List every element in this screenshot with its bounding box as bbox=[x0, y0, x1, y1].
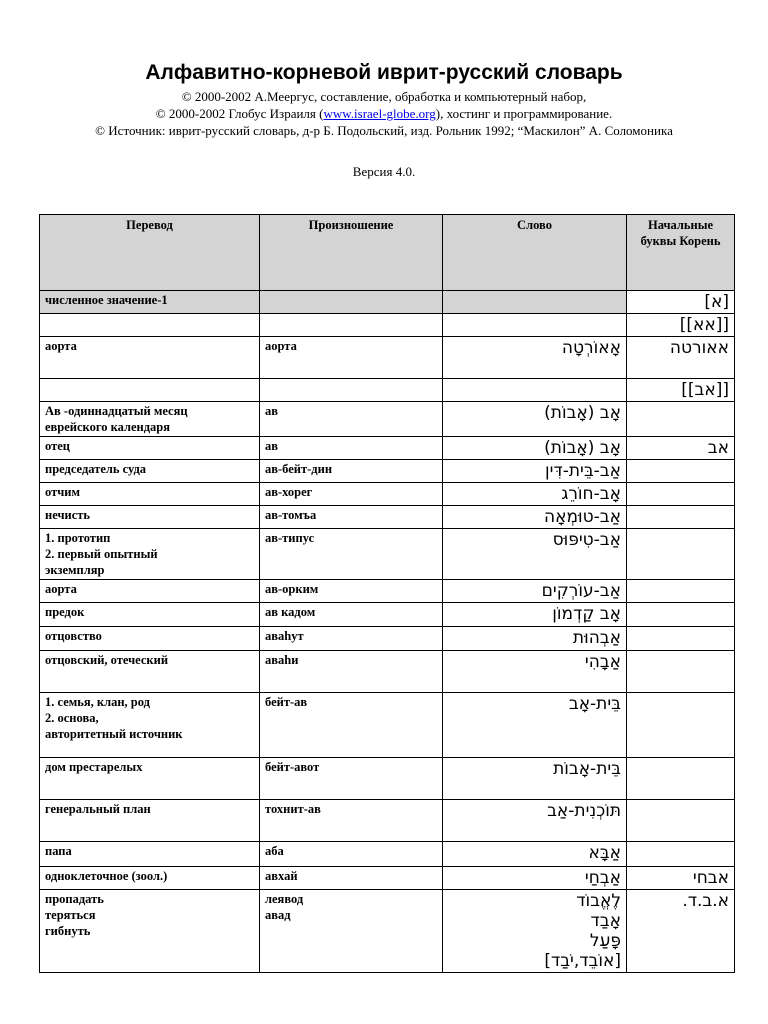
root-cell bbox=[627, 651, 735, 693]
translation-cell bbox=[40, 291, 260, 314]
table-row bbox=[40, 460, 735, 483]
copyright-line-2-prefix: © 2000-2002 Глобус Израиля ( bbox=[155, 106, 324, 121]
translation-cell-line: отчим bbox=[45, 485, 80, 499]
copyright-line-1: © 2000-2002 А.Меергус, составление, обработка и компьютерный набор, bbox=[181, 89, 587, 104]
translation-cell-line: отцовство bbox=[45, 629, 102, 643]
table-row bbox=[40, 379, 735, 402]
pronunciation-cell bbox=[260, 402, 443, 437]
word-cell-line: אַב-טִיפּוּס bbox=[552, 530, 621, 550]
pronunciation-cell-line: ав-томъа bbox=[265, 508, 317, 522]
column-header-pronunciation: Произношение bbox=[260, 215, 443, 291]
pronunciation-cell bbox=[260, 603, 443, 627]
translation-cell-line: нечисть bbox=[45, 508, 90, 522]
translation-cell-line: 1. прототип bbox=[45, 531, 111, 545]
root-cell bbox=[627, 402, 735, 437]
word-cell-line: אָבַד bbox=[590, 911, 621, 931]
word-cell-line: אַב-טוּמְאָה bbox=[544, 507, 621, 527]
table-row bbox=[40, 437, 735, 460]
root-cell bbox=[627, 842, 735, 867]
word-cell-line: אָאוֹרְטָה bbox=[561, 338, 621, 358]
root-cell-line: אב bbox=[707, 438, 729, 458]
word-cell-line: תּוֹכְנִית-אַב bbox=[547, 801, 621, 821]
root-cell-line: א.ב.ד. bbox=[682, 891, 729, 911]
pronunciation-cell-line: аорта bbox=[265, 339, 297, 353]
root-cell bbox=[627, 529, 735, 580]
pronunciation-cell-line: тохнит-ав bbox=[265, 802, 321, 816]
word-cell bbox=[443, 800, 627, 842]
pronunciation-cell bbox=[260, 800, 443, 842]
translation-cell-line: 1. семья, клан, род bbox=[45, 695, 150, 709]
pronunciation-cell bbox=[260, 483, 443, 506]
pronunciation-cell-line: ав-бейт-дин bbox=[265, 462, 333, 476]
word-cell bbox=[443, 314, 627, 337]
word-cell-line: אַבָהִי bbox=[584, 652, 621, 672]
word-cell-line: אָב-חוֹרֵג bbox=[561, 484, 621, 504]
translation-cell bbox=[40, 842, 260, 867]
root-cell bbox=[627, 758, 735, 800]
table-row bbox=[40, 800, 735, 842]
table-row bbox=[40, 291, 735, 314]
translation-cell-line: аорта bbox=[45, 582, 77, 596]
translation-cell bbox=[40, 337, 260, 379]
root-cell bbox=[627, 693, 735, 758]
table-row bbox=[40, 627, 735, 651]
word-cell-line: בֵּית-אָב bbox=[568, 694, 621, 714]
translation-cell bbox=[40, 580, 260, 603]
pronunciation-cell bbox=[260, 890, 443, 973]
translation-cell bbox=[40, 483, 260, 506]
word-cell bbox=[443, 291, 627, 314]
pronunciation-cell-line: бейт-ав bbox=[265, 695, 308, 709]
word-cell bbox=[443, 580, 627, 603]
pronunciation-cell-line: ав bbox=[265, 404, 279, 418]
translation-cell-line: отцовский, отеческий bbox=[45, 653, 169, 667]
pronunciation-cell-line: бейт-авот bbox=[265, 760, 320, 774]
pronunciation-cell bbox=[260, 627, 443, 651]
root-cell bbox=[627, 314, 735, 337]
table-row bbox=[40, 842, 735, 867]
root-cell-line: [[אב]] bbox=[681, 380, 729, 400]
pronunciation-cell bbox=[260, 437, 443, 460]
root-cell bbox=[627, 483, 735, 506]
translation-cell bbox=[40, 603, 260, 627]
pronunciation-cell-line: ав bbox=[265, 439, 279, 453]
root-cell-line: [[אא]] bbox=[679, 315, 729, 335]
root-cell bbox=[627, 337, 735, 379]
word-cell bbox=[443, 693, 627, 758]
pronunciation-cell bbox=[260, 867, 443, 890]
word-cell bbox=[443, 460, 627, 483]
translation-cell bbox=[40, 693, 260, 758]
translation-cell-line: численное значение-1 bbox=[45, 293, 168, 307]
word-cell bbox=[443, 337, 627, 379]
translation-cell-line: предок bbox=[45, 605, 85, 619]
table-row bbox=[40, 337, 735, 379]
translation-cell bbox=[40, 506, 260, 529]
root-cell bbox=[627, 291, 735, 314]
root-cell bbox=[627, 506, 735, 529]
translation-cell bbox=[40, 627, 260, 651]
translation-cell bbox=[40, 800, 260, 842]
word-cell bbox=[443, 842, 627, 867]
root-cell-line: אאורטה bbox=[669, 338, 729, 358]
root-cell bbox=[627, 627, 735, 651]
translation-cell-line: папа bbox=[45, 844, 72, 858]
table-row bbox=[40, 651, 735, 693]
translation-cell bbox=[40, 890, 260, 973]
word-cell-line: אַב-בֵּית-דִּין bbox=[545, 461, 621, 481]
word-cell-line: אַבְחַי bbox=[584, 868, 621, 888]
word-cell bbox=[443, 758, 627, 800]
root-cell bbox=[627, 580, 735, 603]
word-cell bbox=[443, 437, 627, 460]
pronunciation-cell-line: авад bbox=[265, 908, 291, 922]
word-cell bbox=[443, 651, 627, 693]
word-cell-line: אַב-עוֹרְקִים bbox=[541, 581, 621, 601]
pronunciation-cell bbox=[260, 291, 443, 314]
pronunciation-cell-line: аба bbox=[265, 844, 284, 858]
root-cell-line: [א] bbox=[704, 292, 729, 312]
translation-cell-line: еврейского календаря bbox=[45, 420, 170, 434]
root-cell bbox=[627, 800, 735, 842]
table-row bbox=[40, 529, 735, 580]
translation-cell-line: одноклеточное (зоол.) bbox=[45, 869, 168, 883]
table-row bbox=[40, 890, 735, 973]
pronunciation-cell bbox=[260, 379, 443, 402]
copyright-line-2-suffix: ), хостинг и программирование. bbox=[435, 106, 613, 121]
translation-cell bbox=[40, 529, 260, 580]
translation-cell-line: отец bbox=[45, 439, 70, 453]
pronunciation-cell bbox=[260, 842, 443, 867]
table-row bbox=[40, 314, 735, 337]
word-cell bbox=[443, 890, 627, 973]
column-header-translation: Перевод bbox=[40, 215, 260, 291]
word-cell-line: אַבָּא bbox=[588, 843, 621, 863]
pronunciation-cell bbox=[260, 693, 443, 758]
translation-cell-line: аорта bbox=[45, 339, 77, 353]
word-cell-line: אָב (אָבוֹת) bbox=[544, 438, 621, 458]
word-cell bbox=[443, 379, 627, 402]
pronunciation-cell bbox=[260, 529, 443, 580]
table-row bbox=[40, 580, 735, 603]
pronunciation-cell bbox=[260, 758, 443, 800]
word-cell-line: [אוֹבֵד,יֹבַד] bbox=[544, 951, 621, 971]
pronunciation-cell-line: ав-хорег bbox=[265, 485, 313, 499]
translation-cell bbox=[40, 437, 260, 460]
israel-globe-link[interactable]: www.israel-globe.org bbox=[323, 106, 436, 121]
pronunciation-cell-line: ав-типус bbox=[265, 531, 315, 545]
root-cell bbox=[627, 437, 735, 460]
word-cell bbox=[443, 603, 627, 627]
word-cell bbox=[443, 402, 627, 437]
root-cell bbox=[627, 867, 735, 890]
pronunciation-cell-line: аваhут bbox=[265, 629, 304, 643]
pronunciation-cell bbox=[260, 314, 443, 337]
table-row bbox=[40, 758, 735, 800]
version-label: Версия 4.0. bbox=[352, 164, 416, 179]
table-row bbox=[40, 693, 735, 758]
translation-cell bbox=[40, 758, 260, 800]
translation-cell-line: 2. первый опытный bbox=[45, 547, 158, 561]
root-cell bbox=[627, 603, 735, 627]
dictionary-table bbox=[39, 214, 735, 973]
table-row bbox=[40, 506, 735, 529]
column-header-root: Начальные буквы Корень bbox=[627, 215, 735, 291]
pronunciation-cell bbox=[260, 651, 443, 693]
table-header-row bbox=[40, 215, 735, 291]
translation-cell-line: теряться bbox=[45, 908, 96, 922]
word-cell bbox=[443, 506, 627, 529]
copyright-line-2 bbox=[0, 105, 768, 122]
pronunciation-cell-line: ав кадом bbox=[265, 605, 316, 619]
table-row bbox=[40, 402, 735, 437]
translation-cell-line: 2. основа, bbox=[45, 711, 99, 725]
table-row bbox=[40, 867, 735, 890]
translation-cell bbox=[40, 651, 260, 693]
word-cell-line: אַבְהוּת bbox=[572, 628, 621, 648]
translation-cell bbox=[40, 867, 260, 890]
root-cell bbox=[627, 890, 735, 973]
column-header-word: Слово bbox=[443, 215, 627, 291]
word-cell bbox=[443, 867, 627, 890]
translation-cell-line: экземпляр bbox=[45, 563, 105, 577]
pronunciation-cell bbox=[260, 460, 443, 483]
root-cell bbox=[627, 379, 735, 402]
word-cell bbox=[443, 483, 627, 506]
pronunciation-cell bbox=[260, 337, 443, 379]
source-line: © Источник: иврит-русский словарь, д-р Б. Подольский, изд. Рольник 1992; “Маскилон” А. Соломоника bbox=[95, 123, 673, 138]
word-cell-line: אָב קַדְמוֹן bbox=[552, 604, 621, 624]
translation-cell-line: председатель суда bbox=[45, 462, 147, 476]
table-row bbox=[40, 603, 735, 627]
translation-cell bbox=[40, 460, 260, 483]
word-cell-line: פָּעַל bbox=[589, 931, 621, 951]
word-cell bbox=[443, 529, 627, 580]
translation-cell-line: пропадать bbox=[45, 892, 104, 906]
root-cell bbox=[627, 460, 735, 483]
pronunciation-cell-line: аваhи bbox=[265, 653, 299, 667]
word-cell-line: אָב (אָבוֹת) bbox=[544, 403, 621, 423]
pronunciation-cell-line: авхай bbox=[265, 869, 298, 883]
translation-cell-line: гибнуть bbox=[45, 924, 91, 938]
pronunciation-cell bbox=[260, 580, 443, 603]
translation-cell bbox=[40, 314, 260, 337]
table-row bbox=[40, 483, 735, 506]
translation-cell-line: дом престарелых bbox=[45, 760, 143, 774]
translation-cell-line: генеральный план bbox=[45, 802, 151, 816]
pronunciation-cell-line: леявод bbox=[265, 892, 304, 906]
translation-cell bbox=[40, 402, 260, 437]
word-cell bbox=[443, 627, 627, 651]
root-cell-line: אבחי bbox=[692, 868, 729, 888]
word-cell-line: בֵּית-אָבוֹת bbox=[553, 759, 621, 779]
word-cell-line: לֶאֱבוֹד bbox=[576, 891, 621, 911]
pronunciation-cell bbox=[260, 506, 443, 529]
pronunciation-cell-line: ав-орким bbox=[265, 582, 319, 596]
translation-cell-line: Ав -одиннадцатый месяц bbox=[45, 404, 188, 418]
document-header bbox=[0, 58, 768, 139]
translation-cell-line: авторитетный источник bbox=[45, 727, 183, 741]
document-title: Алфавитно-корневой иврит-русский словарь bbox=[145, 61, 623, 84]
translation-cell bbox=[40, 379, 260, 402]
